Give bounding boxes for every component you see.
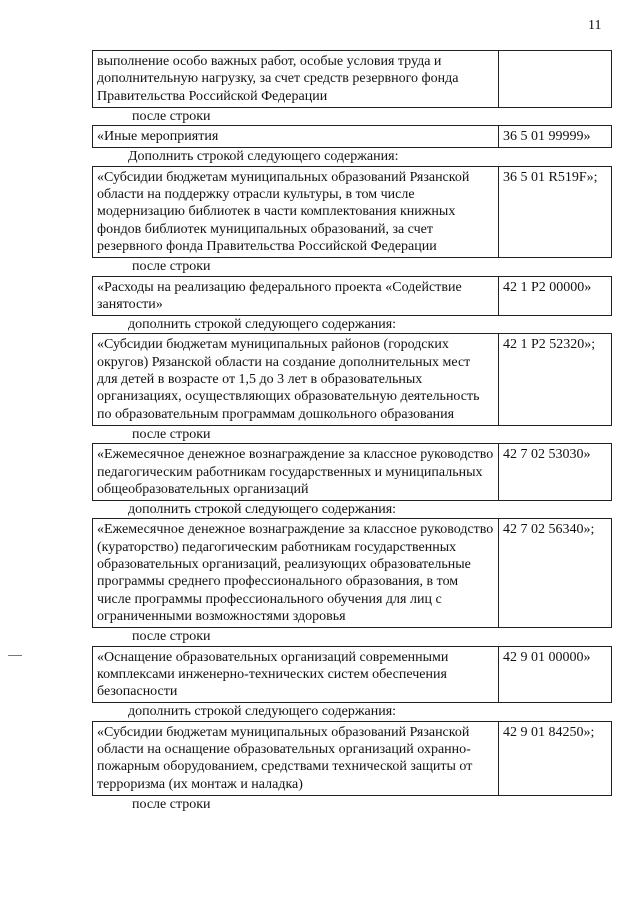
instruction-line: дополнить строкой следующего содержания: xyxy=(128,317,397,333)
row-code: 42 7 02 56340»; xyxy=(503,522,595,538)
instruction-line: Дополнить строкой следующего содержания: xyxy=(128,149,399,165)
instruction-line: дополнить строкой следующего содержания: xyxy=(128,704,397,720)
row-name: «Ежемесячное денежное вознаграждение за классное руководство (кураторство) педагогическим работникам государственных образовательных организаций, реализующих образовательные программы среднего профессионального образования, в том числе программы профессионального обучения для лиц с ограниченными возможностями здоровья xyxy=(93,519,499,627)
page-number: 11 xyxy=(588,18,602,33)
instruction-line: после строки xyxy=(132,426,211,442)
row-name: «Иные мероприятия xyxy=(93,126,499,147)
instruction-line: после строки xyxy=(132,629,211,645)
margin-mark xyxy=(8,655,22,656)
row-name: «Субсидии бюджетам муниципальных образований Рязанской области на оснащение образовательных организаций охранно-пожарным оборудованием, средствами технической защиты от терроризма (их монтаж и наладка) xyxy=(93,722,499,795)
row-code: 42 9 01 84250»; xyxy=(503,724,595,740)
instruction-line: после строки xyxy=(132,259,211,275)
table-row xyxy=(92,166,612,258)
table-row xyxy=(92,518,612,628)
table-row xyxy=(92,721,612,796)
row-name: «Расходы на реализацию федерального проекта «Содействие занятости» xyxy=(93,277,499,316)
row-code: 42 7 02 53030» xyxy=(503,447,591,463)
row-code: 42 1 P2 52320»; xyxy=(503,337,596,353)
row-code: 42 9 01 00000» xyxy=(503,649,591,665)
row-name: «Оснащение образовательных организаций современными комплексами инженерно-технических систем обеспечения безопасности xyxy=(93,647,499,703)
row-name: выполнение особо важных работ, особые условия труда и дополнительную нагрузку, за счет средств резервного фонда Правительства Российской Федерации xyxy=(93,51,499,107)
table-row xyxy=(92,443,612,501)
instruction-line: после строки xyxy=(132,796,211,812)
row-name: «Субсидии бюджетам муниципальных районов (городских округов) Рязанской области на создание дополнительных мест для детей в возрасте от 1,5 до 3 лет в образовательных организациях, осуществляющих образовательную деятельность по образовательным программам дошкольного образования xyxy=(93,334,499,424)
instruction-line: после строки xyxy=(132,108,211,124)
row-code: 42 1 P2 00000» xyxy=(503,279,592,295)
row-name: «Ежемесячное денежное вознаграждение за классное руководство педагогическим работникам государственных и муниципальных общеобразовательных организаций xyxy=(93,444,499,500)
table-row xyxy=(92,276,612,317)
table-row xyxy=(92,646,612,704)
row-code xyxy=(499,51,611,107)
row-code: 36 5 01 99999» xyxy=(503,129,591,145)
document-body xyxy=(92,50,612,813)
row-code: 36 5 01 R519F»; xyxy=(503,169,598,185)
table-row xyxy=(92,333,612,425)
row-name: «Субсидии бюджетам муниципальных образований Рязанской области на поддержку отрасли культуры, в том числе модернизацию библиотек в части комплектования книжных фондов библиотек муниципальных образований, за счет резервного фонда Правительства Российской Федерации xyxy=(93,167,499,257)
instruction-line: дополнить строкой следующего содержания: xyxy=(128,502,397,518)
table-row xyxy=(92,125,612,148)
table-row xyxy=(92,50,612,108)
